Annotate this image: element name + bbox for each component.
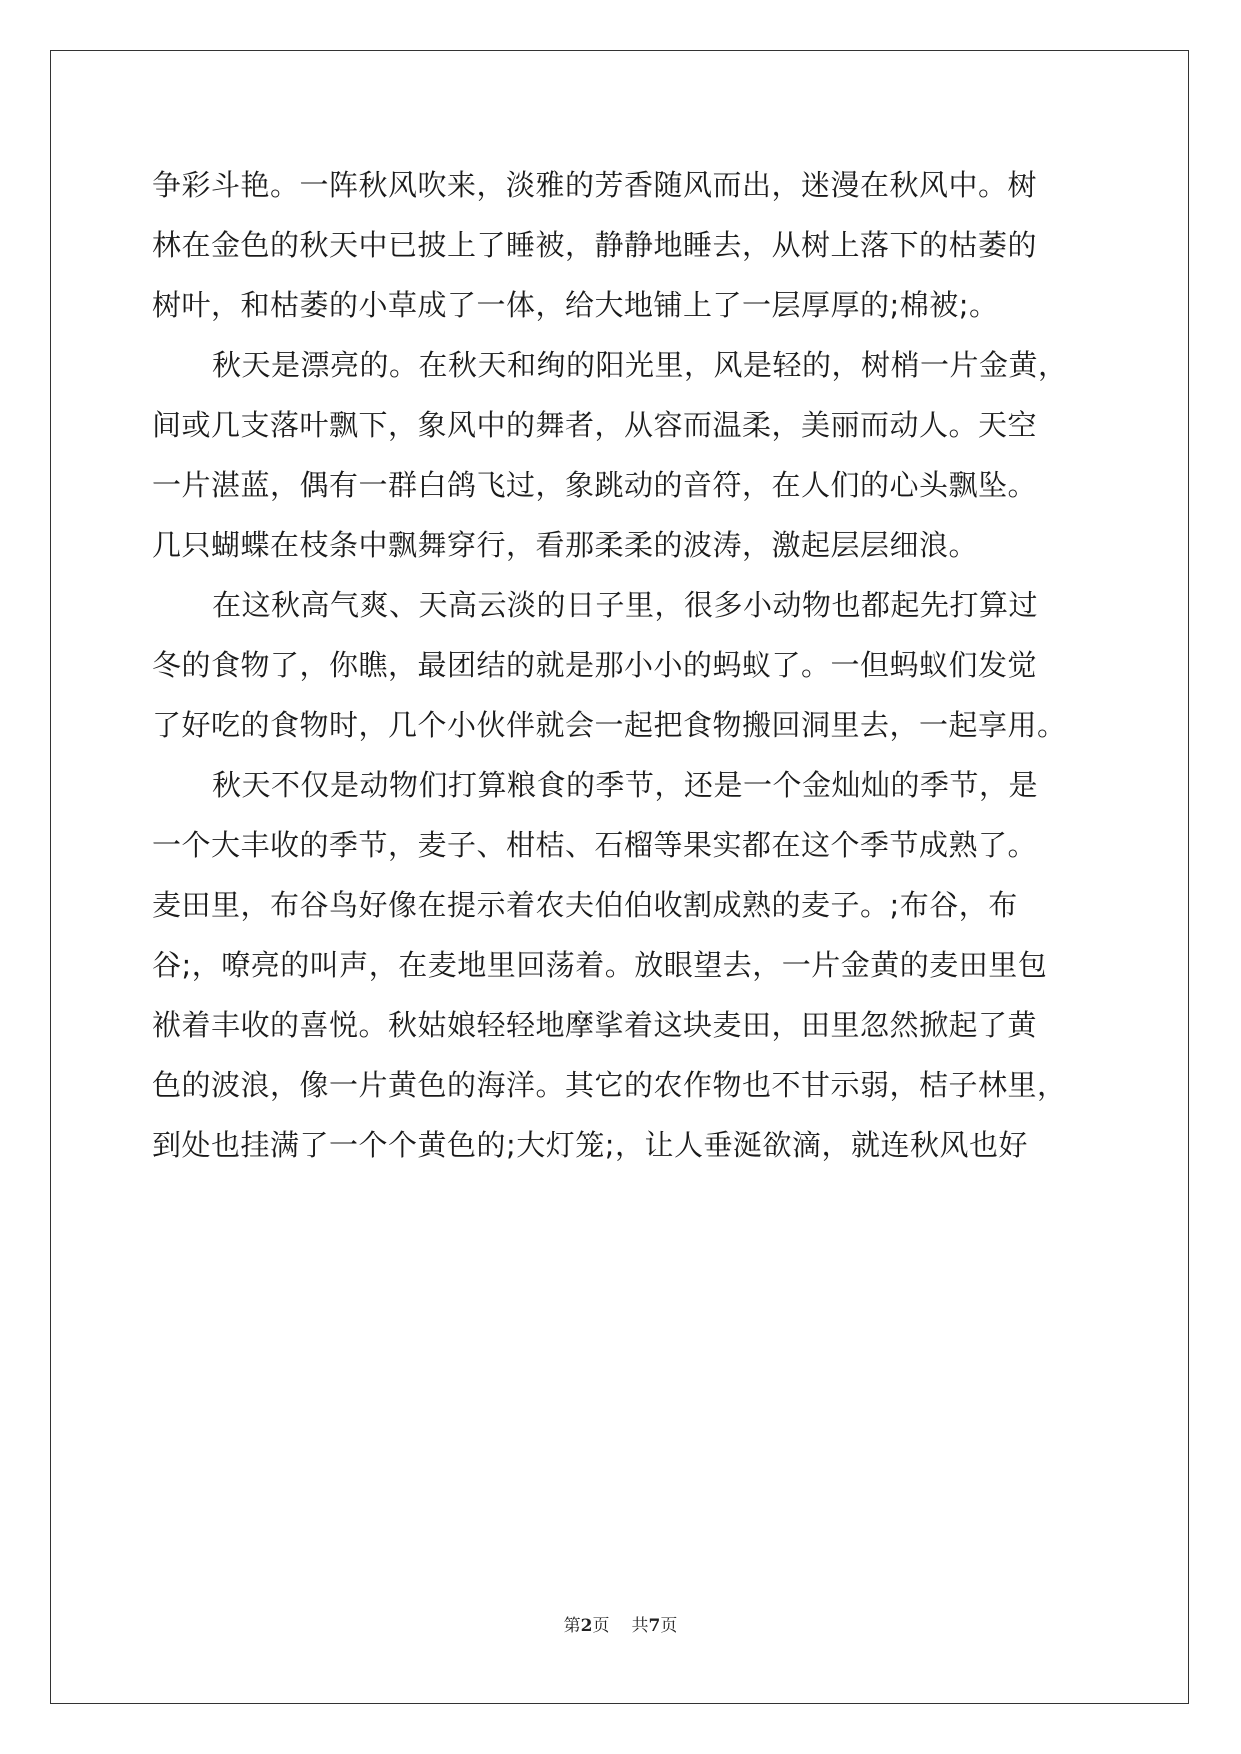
- total-pages: 7: [648, 1616, 661, 1636]
- text-line: 了好吃的食物时，几个小伙伴就会一起把食物搬回洞里去，一起享用。: [152, 708, 1067, 742]
- text-line: 几只蝴蝶在枝条中飘舞穿行，看那柔柔的波涛，激起层层细浪。: [152, 528, 979, 562]
- text-line: 间或几支落叶飘下，象风中的舞者，从容而温柔，美丽而动人。天空: [152, 408, 1038, 442]
- page-prefix: 第: [563, 1616, 581, 1636]
- text-line: 麦田里，布谷鸟好像在提示着农夫伯伯收割成熟的麦子。;布谷，布: [152, 888, 1018, 922]
- total-prefix: 共: [631, 1616, 649, 1636]
- text-line: 冬的食物了，你瞧，最团结的就是那小小的蚂蚁了。一但蚂蚁们发觉: [152, 648, 1038, 682]
- total-suffix: 页: [660, 1616, 678, 1636]
- text-line: 一个大丰收的季节，麦子、柑桔、石榴等果实都在这个季节成熟了。: [152, 828, 1038, 862]
- text-line: 树叶，和枯萎的小草成了一体，给大地铺上了一层厚厚的;棉被;。: [152, 288, 999, 322]
- text-line: 袱着丰收的喜悦。秋姑娘轻轻地摩挲着这块麦田，田里忽然掀起了黄: [152, 1008, 1038, 1042]
- paragraph-start-line: 秋天不仅是动物们打算粮食的季节，还是一个金灿灿的季节，是: [212, 768, 1039, 802]
- text-line: 谷;，嘹亮的叫声，在麦地里回荡着。放眼望去，一片金黄的麦田里包: [152, 948, 1048, 982]
- text-line: 一片湛蓝，偶有一群白鸽飞过，象跳动的音符，在人们的心头飘坠。: [152, 468, 1038, 502]
- text-line: 林在金色的秋天中已披上了睡被，静静地睡去，从树上落下的枯萎的: [152, 228, 1038, 262]
- text-line: 到处也挂满了一个个黄色的;大灯笼;，让人垂涎欲滴，就连秋风也好: [152, 1128, 1029, 1162]
- document-body: [152, 155, 1092, 1175]
- page-suffix: 页: [592, 1616, 610, 1636]
- paragraph-start-line: 秋天是漂亮的。在秋天和绚的阳光里，风是轻的，树梢一片金黄，: [212, 348, 1068, 382]
- text-line: 色的波浪，像一片黄色的海洋。其它的农作物也不甘示弱，桔子林里，: [152, 1068, 1067, 1102]
- text-line: 争彩斗艳。一阵秋风吹来，淡雅的芳香随风而出，迷漫在秋风中。树: [152, 168, 1038, 202]
- page-number: 2: [580, 1616, 593, 1636]
- paragraph-start-line: 在这秋高气爽、天高云淡的日子里，很多小动物也都起先打算过: [212, 588, 1039, 622]
- page-footer: [0, 1611, 1241, 1636]
